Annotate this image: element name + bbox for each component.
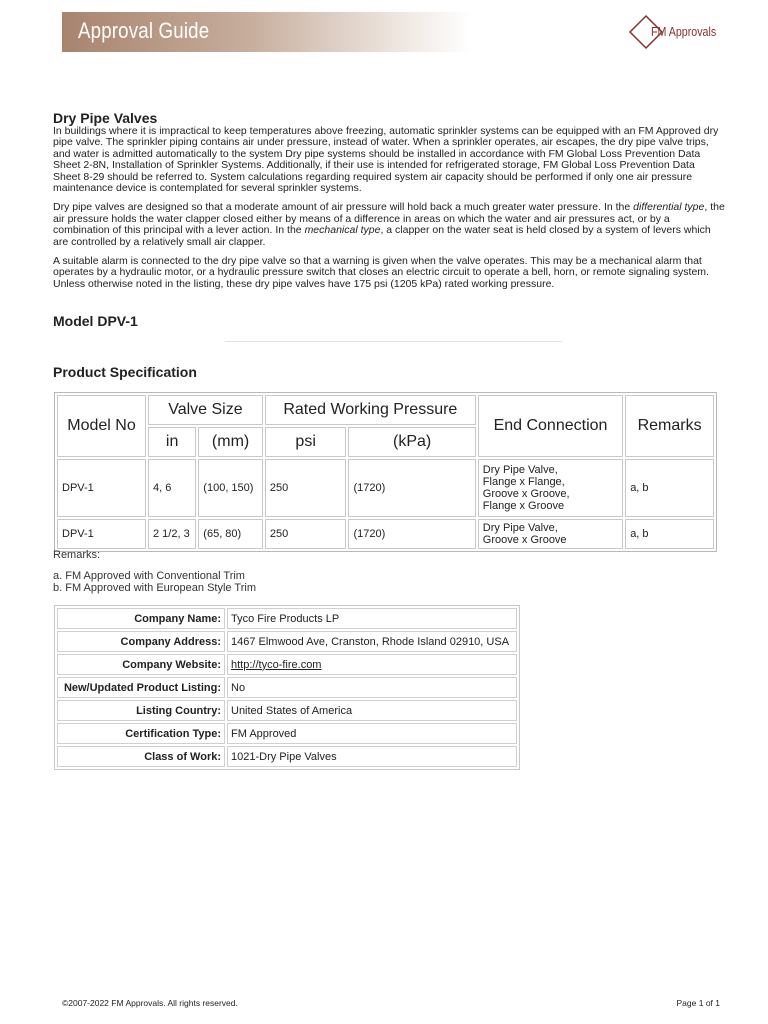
cell-kpa: (1720) [348,459,475,517]
end-line: Flange x Flange, [482,476,565,488]
header-valve-size: Valve Size [148,395,263,425]
company-table [54,605,520,770]
company-row [57,654,517,675]
footer-copyright: ©2007-2022 FM Approvals. All rights reserved. [62,998,238,1008]
company-address-label: Company Address: [57,631,225,652]
remark-a: a. FM Approved with Conventional Trim [53,570,245,582]
spec-header-row [57,395,714,425]
table-row [57,519,714,549]
remarks-label: Remarks: [53,549,101,561]
p2-text-c: , a clapper on the water seat is held closed by a system of levers which are controlled by a relatively small air clapper. [53,224,711,248]
end-line: Groove x Groove [482,534,567,546]
cell-remarks: a, b [625,519,714,549]
company-name-label: Company Name: [57,608,225,629]
cell-mm: (65, 80) [198,519,263,549]
header-mm: (mm) [198,427,263,457]
company-website-cell [227,654,517,675]
end-line: Groove x Groove, [482,488,570,500]
company-row [57,746,517,767]
spec-title: Product Specification [53,364,197,380]
cell-in: 4, 6 [148,459,196,517]
header-psi: psi [265,427,347,457]
p2-emphasis-differential: differential type [633,201,705,214]
listing-country-value: United States of America [227,700,517,721]
intro-paragraph-3: A suitable alarm is connected to the dry pipe valve so that a warning is given when the valve operates. This may be a mechanical alarm that operates by a hydraulic motor, or a hydraulic pressure switch that closes an electric circuit to operate a bell, horn, or remote signaling system. Unless otherwise noted in the listing, these dry pipe valves have 175 psi (1205 kPa) rated working pressure. [53,255,709,290]
p2-text-b: , the air pressure holds the water clapper closed either by means of a difference in areas on which the water and air pressures act, or by a combination of this principal with a lever action. In the [53,201,725,237]
table-row [57,459,714,517]
model-title: Model DPV-1 [53,313,138,329]
cell-model: DPV-1 [57,459,146,517]
class-of-work-label: Class of Work: [57,746,225,767]
p2-text-a: Dry pipe valves are designed so that a moderate amount of air pressure will hold back a much greater water pressure. In the [53,201,634,214]
header-in: in [148,427,196,457]
end-line: Dry Pipe Valve, [482,464,558,476]
cell-kpa: (1720) [348,519,475,549]
cell-mm: (100, 150) [198,459,263,517]
p2-emphasis-mechanical: mechanical type [304,224,381,237]
certification-type-label: Certification Type: [57,723,225,744]
header-banner [62,12,472,52]
company-website-link[interactable]: http://tyco-fire.com [231,658,322,671]
footer-page-number: Page 1 of 1 [676,998,720,1008]
remarks-list [53,570,256,594]
end-line: Dry Pipe Valve, [482,522,558,534]
company-row [57,631,517,652]
listing-status-label: New/Updated Product Listing: [57,677,225,698]
divider [225,341,562,342]
logo-text: FM Approvals [651,24,717,39]
company-row [57,723,517,744]
intro-paragraph-1: In buildings where it is impractical to keep temperatures above freezing, automatic sprinkler systems can be equipped with an FM Approved dry pipe valve. The sprinkler piping contains air under pressure, instead of water. When a sprinkler operates, air escapes, the dry pipe valve trips, and water is admitted automatically to the system Dry pipe systems should be installed in accordance with FM Global Loss Prevention Data Sheet 2-8N, Installation of Sprinkler Systems. Additionally, if their use is intended for refrigerated storage, FM Global Loss Prevention Data Sheet 8-29 should be referred to. System calculations regarding required system air capacity should be performed if only one air pressure maintenance device is contemplated for several sprinkler systems. [53,125,719,195]
company-row [57,700,517,721]
header-kpa: (kPa) [348,427,475,457]
end-line: Flange x Groove [482,500,565,512]
spec-table [54,392,717,552]
section-title: Dry Pipe Valves [53,110,158,126]
cell-end-connection [478,459,623,517]
company-row [57,677,517,698]
cell-end-connection [478,519,623,549]
banner-title: Approval Guide [78,18,210,43]
company-name-value: Tyco Fire Products LP [227,608,517,629]
header-model-no: Model No [57,395,146,457]
header-end-connection: End Connection [478,395,623,457]
cell-psi: 250 [265,519,347,549]
intro-section [53,110,725,298]
listing-status-value: No [227,677,517,698]
class-of-work-value: 1021-Dry Pipe Valves [227,746,517,767]
company-address-value: 1467 Elmwood Ave, Cranston, Rhode Island 02910, USA [227,631,517,652]
intro-paragraph-2 [53,202,725,248]
listing-country-label: Listing Country: [57,700,225,721]
company-website-label: Company Website: [57,654,225,675]
company-row [57,608,517,629]
cell-model: DPV-1 [57,519,146,549]
certification-type-value: FM Approved [227,723,517,744]
cell-remarks: a, b [625,459,714,517]
cell-psi: 250 [265,459,347,517]
header-rated-working-pressure: Rated Working Pressure [265,395,476,425]
header-remarks: Remarks [625,395,714,457]
fm-approvals-logo [628,14,717,50]
cell-in: 2 1/2, 3 [148,519,196,549]
remark-b: b. FM Approved with European Style Trim [53,582,256,594]
